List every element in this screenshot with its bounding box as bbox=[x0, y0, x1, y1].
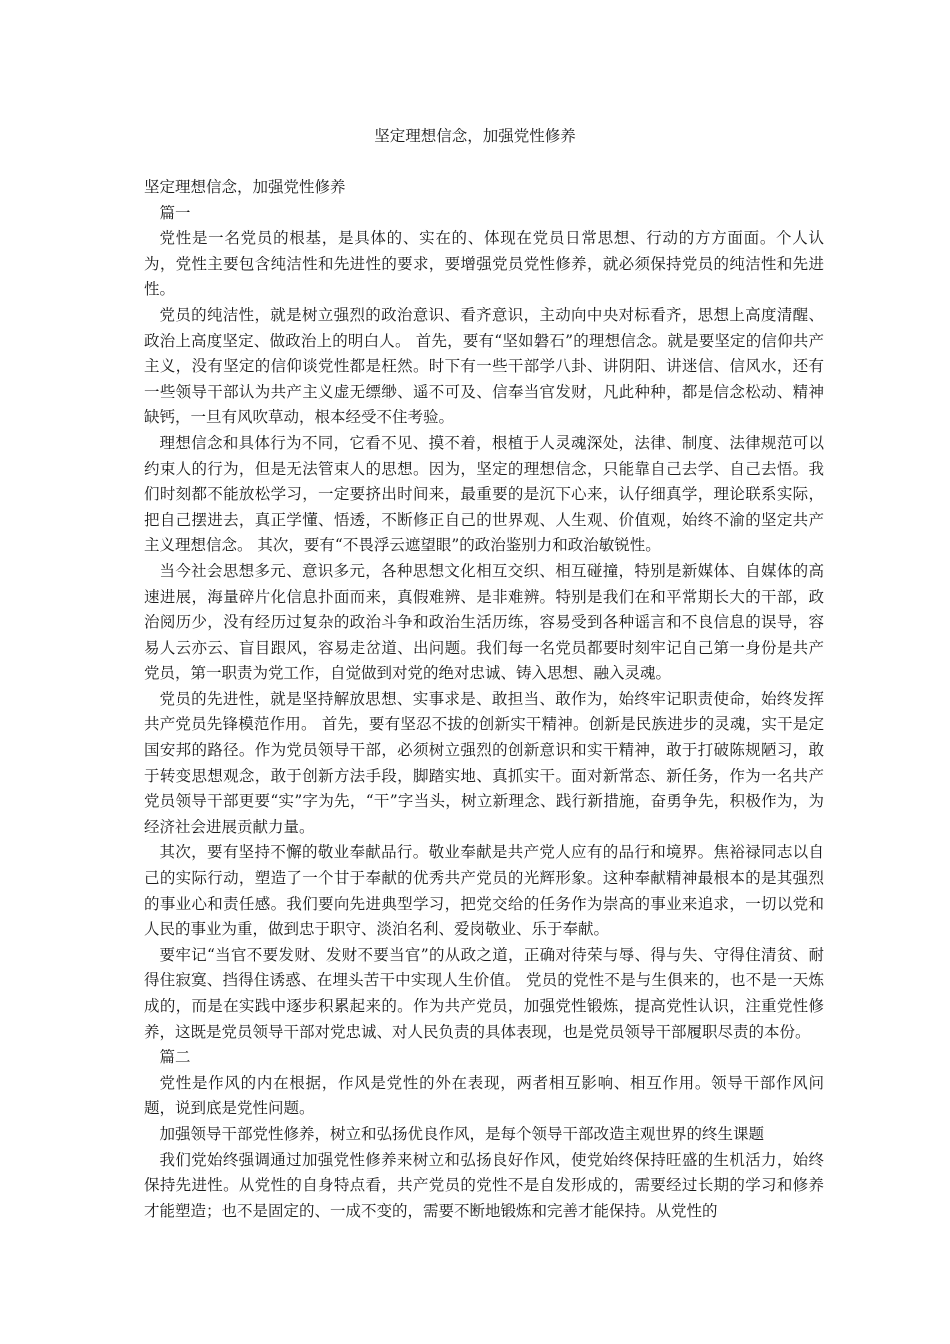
document-title: 坚定理想信念，加强党性修养 bbox=[374, 127, 576, 145]
paragraph: 加强领导干部党性修养，树立和弘扬优良作风，是每个领导干部改造主观世界的终生课题 bbox=[159, 1124, 765, 1143]
paragraph: 党性是一名党员的根基，是具体的、实在的、体现在党员日常思想、行动的方方面面。个人认为，党性主要包含纯洁性和先进性的要求，要增强党员党性修养，就必须保持党员的纯洁性和先进性。 bbox=[144, 229, 824, 299]
section-label: 篇二 bbox=[159, 1048, 191, 1067]
body-heading: 坚定理想信念，加强党性修养 bbox=[144, 178, 346, 196]
paragraph: 党性是作风的内在根据，作风是党性的外在表现，两者相互影响、相互作用。领导干部作风问题，说到底是党性问题。 bbox=[144, 1073, 824, 1118]
paragraph: 我们党始终强调通过加强党性修养来树立和弘扬良好作风，使党始终保持旺盛的生机活力，始终保持先进性。从党性的自身特点看，共产党员的党性不是自发形成的，需要经过长期的学习和修养才能塑造；也不是固定的、一成不变的，需要不断地锻炼和完善才能保持。从党性的 bbox=[144, 1150, 824, 1220]
paragraph: 其次，要有坚持不懈的敬业奉献品行。敬业奉献是共产党人应有的品行和境界。焦裕禄同志以自己的实际行动，塑造了一个甘于奉献的优秀共产党员的光辉形象。这种奉献精神最根本的是其强烈的事业心和责任感。我们要向先进典型学习，把党交给的任务作为崇高的事业来追求，一切以党和人民的事业为重，做到忠于职守、淡泊名利、爱岗敬业、乐于奉献。 bbox=[144, 843, 824, 939]
paragraph: 当今社会思想多元、意识多元，各种思想文化相互交织、相互碰撞，特别是新媒体、自媒体的高速进展，海量碎片化信息扑面而来，真假难辨、是非难辨。特别是我们在和平常期长大的干部，政治阅历少，没有经历过复杂的政治斗争和政治生活历练，容易受到各种谣言和不良信息的误导，容易人云亦云、盲目跟风，容易走岔道、出问题。我们每一名党员都要时刻牢记自己第一身份是共产党员，第一职责为党工作，自觉做到对党的绝对忠诚、铸入思想、融入灵魂。 bbox=[144, 561, 824, 683]
paragraph: 理想信念和具体行为不同，它看不见、摸不着，根植于人灵魂深处，法律、制度、法律规范可以约束人的行为，但是无法管束人的思想。因为，坚定的理想信念，只能靠自己去学、自己去悟。我们时刻都不能放松学习，一定要挤出时间来，最重要的是沉下心来，认仔细真学，理论联系实际，把自己摆进去，真正学懂、悟透，不断修正自己的世界观、人生观、价值观，始终不渝的坚定共产主义理想信念。 其次，要有“不畏浮云遮望眼”的政治鉴别力和政治敏锐性。 bbox=[144, 433, 824, 555]
document-body bbox=[144, 175, 824, 1224]
section-label: 篇一 bbox=[159, 203, 191, 222]
paragraph: 党员的先进性，就是坚持解放思想、实事求是、敢担当、敢作为，始终牢记职责使命，始终发挥共产党员先锋模范作用。 首先，要有坚忍不拔的创新实干精神。创新是民族进步的灵魂，实干是定国安邦的路径。作为党员领导干部，必须树立强烈的创新意识和实干精神，敢于打破陈规陋习，敢于转变思想观念，敢于创新方法手段，脚踏实地、真抓实干。面对新常态、新任务，作为一名共产党员领导干部更要“实”字为先，“干”字当头，树立新理念、践行新措施，奋勇争先，积极作为，为经济社会进展贡献力量。 bbox=[144, 689, 824, 836]
paragraph: 党员的纯洁性，就是树立强烈的政治意识、看齐意识，主动向中央对标看齐，思想上高度清醒、政治上高度坚定、做政治上的明白人。 首先，要有“坚如磐石”的理想信念。就是要坚定的信仰共产主义，没有坚定的信仰谈党性都是枉然。时下有一些干部学八卦、讲阴阳、讲迷信、信风水，还有一些领导干部认为共产主义虚无缥缈、遥不可及、信奉当官发财，凡此种种，都是信念松动、精神缺钙，一旦有风吹草动，根本经受不住考验。 bbox=[144, 305, 824, 427]
paragraph: 要牢记“当官不要发财、发财不要当官”的从政之道，正确对待荣与辱、得与失、守得住清贫、耐得住寂寞、挡得住诱惑、在埋头苦干中实现人生价值。 党员的党性不是与生俱来的，也不是一天炼成的，而是在实践中逐步积累起来的。作为共产党员，加强党性锻炼，提高党性认识，注重党性修养，这既是党员领导干部对党忠诚、对人民负责的具体表现，也是党员领导干部履职尽责的本份。 bbox=[144, 945, 824, 1041]
